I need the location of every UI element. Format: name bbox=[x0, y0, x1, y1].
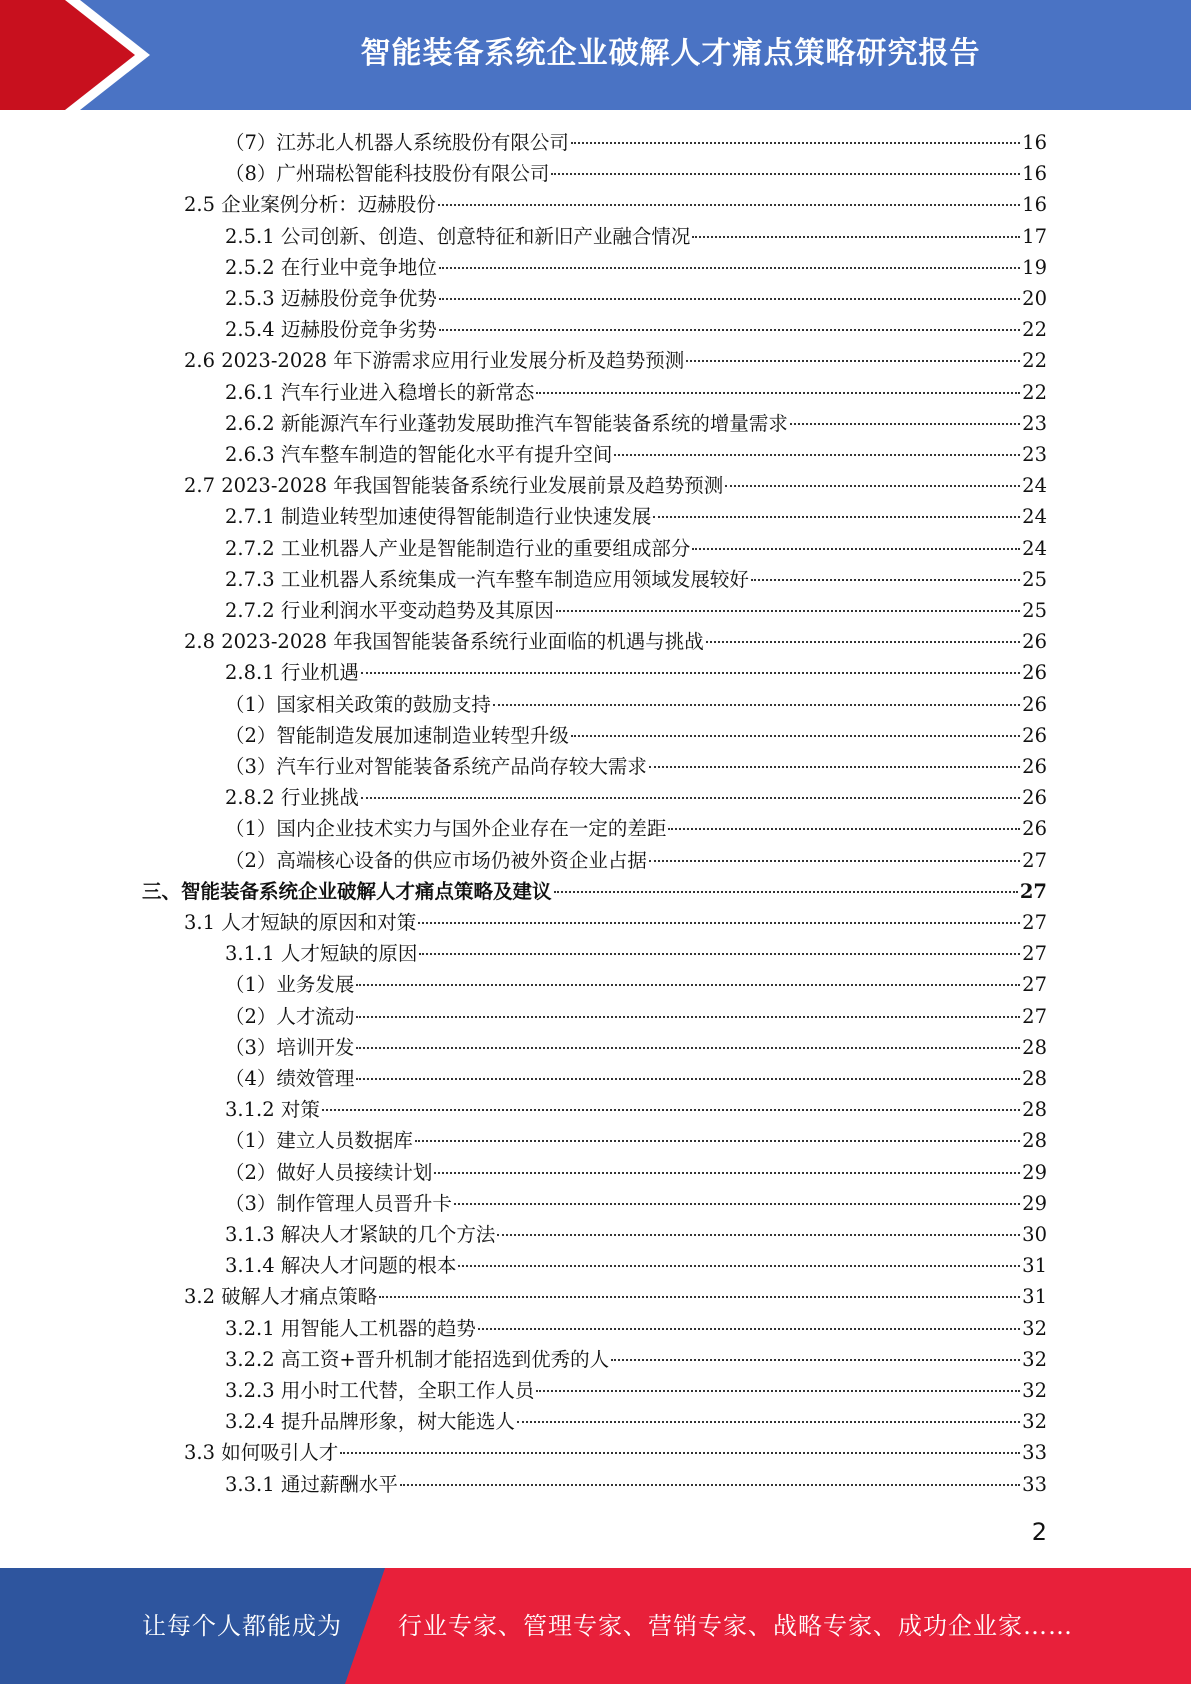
toc-entry[interactable] bbox=[184, 1437, 1047, 1468]
toc-dot-leader bbox=[653, 516, 1020, 518]
toc-entry-page: 33 bbox=[1022, 1472, 1047, 1496]
toc-entry-title: （1）业务发展 bbox=[225, 973, 355, 997]
footer-banner bbox=[0, 1568, 1191, 1684]
toc-entry-title: 2.7 2023-2028 年我国智能装备系统行业发展前景及趋势预测 bbox=[184, 474, 724, 498]
toc-entry-page: 31 bbox=[1022, 1285, 1047, 1309]
toc-dot-leader bbox=[692, 548, 1020, 550]
toc-entry-title: （2）智能制造发展加速制造业转型升级 bbox=[225, 723, 569, 747]
toc-dot-leader bbox=[439, 329, 1020, 331]
toc-entry-title: （1）国内企业技术实力与国外企业存在一定的差距 bbox=[225, 817, 667, 841]
toc-dot-leader bbox=[571, 735, 1020, 737]
toc-entry[interactable] bbox=[225, 782, 1047, 813]
toc-dot-leader bbox=[454, 1203, 1020, 1205]
toc-entry-page: 25 bbox=[1022, 567, 1047, 591]
toc-entry[interactable] bbox=[225, 221, 1047, 252]
toc-dot-leader bbox=[668, 828, 1020, 830]
toc-entry-page: 27 bbox=[1022, 973, 1047, 997]
toc-entry[interactable] bbox=[184, 1281, 1047, 1312]
toc-entry-title: 2.5.3 迈赫股份竞争优势 bbox=[225, 287, 437, 310]
toc-entry[interactable] bbox=[225, 314, 1047, 345]
toc-entry-title: （3）培训开发 bbox=[225, 1035, 355, 1059]
toc-entry-page: 26 bbox=[1022, 692, 1047, 716]
toc-entry-title: （1）国家相关政策的鼓励支持 bbox=[225, 692, 491, 716]
toc-entry[interactable] bbox=[142, 876, 1047, 907]
toc-entry[interactable] bbox=[225, 252, 1047, 283]
toc-entry-title: 2.7.1 制造业转型加速使得智能制造行业快速发展 bbox=[225, 505, 652, 529]
toc-entry-title: 2.5.1 公司创新、创造、创意特征和新旧产业融合情况 bbox=[225, 224, 691, 248]
toc-entry[interactable] bbox=[225, 1094, 1047, 1125]
toc-dot-leader bbox=[551, 173, 1020, 175]
toc-entry[interactable] bbox=[225, 439, 1047, 470]
toc-entry[interactable] bbox=[225, 1344, 1047, 1375]
toc-entry[interactable] bbox=[225, 1313, 1047, 1344]
toc-entry-title: （2）做好人员接续计划 bbox=[225, 1160, 433, 1184]
toc-entry-page: 32 bbox=[1022, 1347, 1047, 1371]
toc-entry-title: 2.6.3 汽车整车制造的智能化水平有提升空间 bbox=[225, 443, 613, 466]
toc-entry-page: 17 bbox=[1022, 224, 1047, 248]
toc-entry-title: 2.7.2 工业机器人产业是智能制造行业的重要组成部分 bbox=[225, 536, 691, 560]
toc-entry[interactable] bbox=[225, 595, 1047, 626]
toc-entry-title: 三、智能装备系统企业破解人才痛点策略及建议 bbox=[142, 879, 552, 903]
toc-entry-page: 22 bbox=[1022, 380, 1047, 404]
toc-entry-page: 24 bbox=[1022, 505, 1047, 529]
toc-entry-page: 24 bbox=[1022, 536, 1047, 560]
toc-entry-title: 3.1.2 对策 bbox=[225, 1098, 320, 1122]
toc-entry-title: 3.2.4 提升品牌形象，树大能选人 bbox=[225, 1410, 515, 1434]
toc-entry[interactable] bbox=[225, 501, 1047, 532]
toc-dot-leader bbox=[649, 860, 1020, 862]
toc-dot-leader bbox=[478, 1328, 1020, 1330]
toc-entry-title: 3.2.3 用小时工代替，全职工作人员 bbox=[225, 1379, 535, 1402]
toc-entry[interactable] bbox=[225, 1157, 1047, 1188]
toc-entry-page: 24 bbox=[1022, 474, 1047, 498]
toc-dot-leader bbox=[439, 298, 1020, 300]
toc-entry-page: 27 bbox=[1022, 848, 1047, 872]
toc-entry-page: 28 bbox=[1022, 1129, 1047, 1153]
toc-entry-title: 2.6 2023-2028 年下游需求应用行业发展分析及趋势预测 bbox=[184, 349, 685, 373]
toc-entry-title: （2）人才流动 bbox=[225, 1004, 355, 1028]
toc-entry[interactable] bbox=[225, 1001, 1047, 1032]
toc-entry-page: 26 bbox=[1022, 630, 1047, 654]
toc-dot-leader bbox=[571, 142, 1020, 144]
toc-entry[interactable] bbox=[225, 720, 1047, 751]
toc-dot-leader bbox=[434, 1172, 1020, 1174]
toc-entry-page: 16 bbox=[1022, 131, 1047, 154]
toc-entry[interactable] bbox=[225, 969, 1047, 1000]
toc-entry[interactable] bbox=[225, 533, 1047, 564]
toc-entry-title: 2.7.2 行业利润水平变动趋势及其原因 bbox=[225, 599, 554, 622]
toc-entry-page: 26 bbox=[1022, 817, 1047, 841]
toc-entry-page: 32 bbox=[1022, 1316, 1047, 1340]
toc-entry-title: 2.5.4 迈赫股份竞争劣势 bbox=[225, 318, 437, 342]
toc-entry-page: 28 bbox=[1022, 1035, 1047, 1059]
toc-entry-title: （2）高端核心设备的供应市场仍被外资企业占据 bbox=[225, 848, 647, 872]
page-number: 2 bbox=[1031, 1518, 1047, 1546]
toc-entry-title: （4）绩效管理 bbox=[225, 1067, 355, 1090]
toc-entry-title: 3.2.1 用智能人工机器的趋势 bbox=[225, 1316, 476, 1340]
toc-entry[interactable] bbox=[225, 751, 1047, 782]
toc-entry[interactable] bbox=[225, 845, 1047, 876]
toc-entry[interactable] bbox=[225, 657, 1047, 688]
toc-dot-leader bbox=[439, 267, 1020, 269]
toc-dot-leader bbox=[379, 1296, 1020, 1298]
toc-entry-title: 2.5.2 在行业中竞争地位 bbox=[225, 255, 437, 279]
toc-entry-page: 16 bbox=[1022, 162, 1047, 186]
toc-entry-page: 25 bbox=[1022, 599, 1047, 622]
toc-dot-leader bbox=[611, 1359, 1020, 1361]
toc-entry-title: 2.8.1 行业机遇 bbox=[225, 661, 359, 685]
toc-dot-leader bbox=[356, 1078, 1020, 1080]
toc-entry-title: 3.2.2 高工资+晋升机制才能招选到优秀的人 bbox=[225, 1347, 610, 1371]
toc-entry[interactable] bbox=[225, 1219, 1047, 1250]
toc-entry[interactable] bbox=[225, 127, 1047, 158]
toc-entry-page: 31 bbox=[1022, 1254, 1047, 1278]
toc-dot-leader bbox=[751, 579, 1020, 581]
toc-entry-page: 27 bbox=[1019, 879, 1047, 903]
toc-entry-page: 28 bbox=[1022, 1098, 1047, 1122]
toc-entry[interactable] bbox=[225, 564, 1047, 595]
report-header bbox=[0, 0, 1191, 110]
toc-dot-leader bbox=[554, 891, 1018, 893]
toc-entry-page: 22 bbox=[1022, 349, 1047, 373]
toc-entry-title: 2.5 企业案例分析：迈赫股份 bbox=[184, 193, 436, 217]
toc-entry-title: （7）江苏北人机器人系统股份有限公司 bbox=[225, 131, 569, 154]
toc-entry-page: 27 bbox=[1022, 942, 1047, 966]
toc-entry-title: 3.1.4 解决人才问题的根本 bbox=[225, 1254, 457, 1278]
toc-entry-page: 32 bbox=[1022, 1379, 1047, 1402]
toc-dot-leader bbox=[493, 704, 1020, 706]
toc-entry[interactable] bbox=[225, 1188, 1047, 1219]
toc-entry[interactable] bbox=[184, 189, 1047, 220]
toc-entry-title: （3）制作管理人员晋升卡 bbox=[225, 1191, 452, 1215]
toc-entry[interactable] bbox=[225, 1032, 1047, 1063]
toc-entry-title: 2.7.3 工业机器人系统集成一汽车整车制造应用领域发展较好 bbox=[225, 567, 749, 591]
toc-entry-title: 2.8.2 行业挑战 bbox=[225, 786, 359, 810]
toc-dot-leader bbox=[536, 1390, 1020, 1392]
toc-entry-page: 32 bbox=[1022, 1410, 1047, 1434]
toc-dot-leader bbox=[556, 610, 1020, 612]
toc-dot-leader bbox=[438, 204, 1020, 206]
toc-entry-title: （1）建立人员数据库 bbox=[225, 1129, 413, 1153]
toc-entry-page: 26 bbox=[1022, 755, 1047, 778]
toc-dot-leader bbox=[322, 1109, 1020, 1111]
toc-dot-leader bbox=[686, 360, 1020, 362]
toc-entry-page: 23 bbox=[1022, 411, 1047, 435]
toc-entry[interactable] bbox=[225, 1063, 1047, 1094]
toc-entry[interactable] bbox=[184, 626, 1047, 657]
toc-entry[interactable] bbox=[225, 408, 1047, 439]
toc-entry-title: 3.1 人才短缺的原因和对策 bbox=[184, 911, 417, 934]
toc-dot-leader bbox=[706, 641, 1020, 643]
toc-entry-title: （3）汽车行业对智能装备系统产品尚存较大需求 bbox=[225, 755, 647, 778]
toc-entry[interactable] bbox=[225, 1406, 1047, 1437]
toc-entry[interactable] bbox=[225, 1375, 1047, 1406]
toc-dot-leader bbox=[517, 1421, 1020, 1423]
toc-dot-leader bbox=[361, 672, 1020, 674]
toc-entry-page: 33 bbox=[1022, 1441, 1047, 1465]
toc-entry-page: 26 bbox=[1022, 786, 1047, 810]
toc-dot-leader bbox=[790, 423, 1020, 425]
toc-entry-page: 19 bbox=[1022, 255, 1047, 279]
toc-dot-leader bbox=[356, 984, 1020, 986]
toc-entry-page: 26 bbox=[1022, 723, 1047, 747]
toc-entry[interactable] bbox=[225, 1250, 1047, 1281]
toc-entry[interactable] bbox=[225, 283, 1047, 314]
footer-slogan-right: 行业专家、管理专家、营销专家、战略专家、成功企业家…… bbox=[398, 1612, 1073, 1640]
toc-dot-leader bbox=[415, 1140, 1020, 1142]
toc-entry-page: 30 bbox=[1022, 1223, 1047, 1246]
toc-entry-page: 29 bbox=[1022, 1191, 1047, 1215]
toc-entry-page: 16 bbox=[1022, 193, 1047, 217]
toc-dot-leader bbox=[400, 1484, 1020, 1486]
toc-dot-leader bbox=[356, 1047, 1020, 1049]
toc-entry[interactable] bbox=[184, 345, 1047, 376]
toc-entry-title: 3.3 如何吸引人才 bbox=[184, 1441, 339, 1465]
toc-entry[interactable] bbox=[225, 1125, 1047, 1156]
toc-entry[interactable] bbox=[225, 689, 1047, 720]
toc-entry[interactable] bbox=[225, 1469, 1047, 1500]
toc-dot-leader bbox=[419, 953, 1020, 955]
toc-dot-leader bbox=[497, 1234, 1020, 1236]
toc-entry-title: 2.8 2023-2028 年我国智能装备系统行业面临的机遇与挑战 bbox=[184, 630, 704, 654]
toc-entry-page: 27 bbox=[1022, 1004, 1047, 1028]
toc-entry-page: 28 bbox=[1022, 1067, 1047, 1090]
toc-dot-leader bbox=[361, 797, 1020, 799]
toc-dot-leader bbox=[356, 1016, 1020, 1018]
toc-entry-title: 3.2 破解人才痛点策略 bbox=[184, 1285, 378, 1309]
toc-dot-leader bbox=[340, 1452, 1020, 1454]
toc-entry[interactable] bbox=[225, 158, 1047, 189]
toc-entry-title: 3.1.3 解决人才紧缺的几个方法 bbox=[225, 1223, 496, 1246]
toc-entry-title: （8）广州瑞松智能科技股份有限公司 bbox=[225, 162, 550, 186]
toc-dot-leader bbox=[692, 236, 1020, 238]
toc-entry-page: 23 bbox=[1022, 443, 1047, 466]
toc-entry-page: 22 bbox=[1022, 318, 1047, 342]
toc-dot-leader bbox=[614, 454, 1020, 456]
toc-entry[interactable] bbox=[184, 907, 1047, 938]
toc-entry[interactable] bbox=[184, 470, 1047, 501]
toc-entry-title: 3.1.1 人才短缺的原因 bbox=[225, 942, 418, 966]
toc-entry[interactable] bbox=[225, 813, 1047, 844]
toc-entry-page: 29 bbox=[1022, 1160, 1047, 1184]
toc-dot-leader bbox=[536, 392, 1020, 394]
toc-entry-page: 27 bbox=[1022, 911, 1047, 934]
toc-entry-page: 20 bbox=[1022, 287, 1047, 310]
report-title: 智能装备系统企业破解人才痛点策略研究报告 bbox=[360, 36, 981, 71]
toc-dot-leader bbox=[418, 922, 1020, 924]
footer-slogan-left: 让每个人都能成为 bbox=[142, 1612, 342, 1640]
toc-dot-leader bbox=[725, 485, 1020, 487]
toc-entry-title: 2.6.1 汽车行业进入稳增长的新常态 bbox=[225, 380, 535, 404]
toc-entry-title: 2.6.2 新能源汽车行业蓬勃发展助推汽车智能装备系统的增量需求 bbox=[225, 411, 788, 435]
toc-dot-leader bbox=[458, 1265, 1020, 1267]
toc-entry-title: 3.3.1 通过薪酬水平 bbox=[225, 1472, 398, 1496]
toc-entry-page: 26 bbox=[1022, 661, 1047, 685]
toc-entry[interactable] bbox=[225, 377, 1047, 408]
toc-dot-leader bbox=[649, 766, 1020, 768]
toc-entry[interactable] bbox=[225, 938, 1047, 969]
